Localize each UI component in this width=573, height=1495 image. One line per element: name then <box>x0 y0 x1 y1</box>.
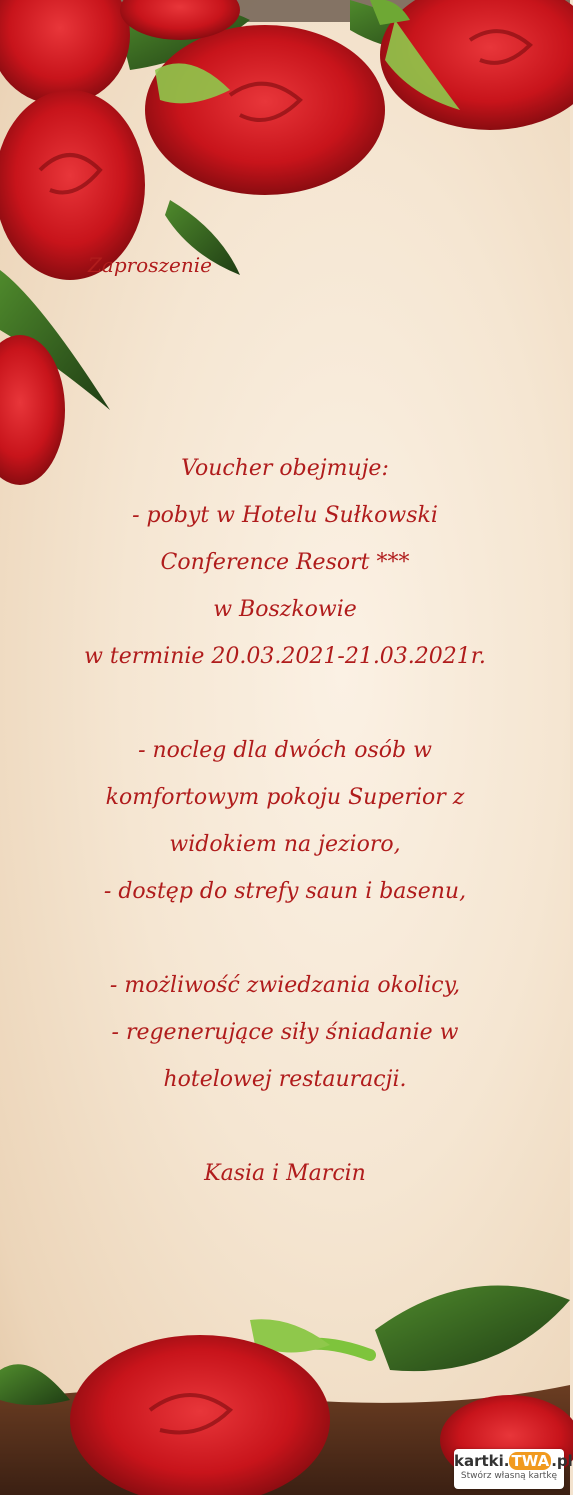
body-line: Voucher obejmuje: <box>181 456 389 481</box>
body-line: - nocleg dla dwóch osób w <box>138 738 432 763</box>
body-line: - regenerujące siły śniadanie w <box>111 1020 459 1045</box>
signature: Kasia i Marcin <box>204 1161 366 1186</box>
kartki-logo-link[interactable] <box>454 1449 573 1489</box>
logo-name: kartki. TWA .pl <box>454 1452 573 1470</box>
logo-tagline: Stwórz własną kartkę <box>460 1471 558 1481</box>
leaf-decoration <box>0 1364 70 1405</box>
body-line <box>0 915 570 962</box>
card-body <box>0 445 570 1197</box>
card-title: Zaproszenie <box>88 253 212 277</box>
body-line: - pobyt w Hotelu Sułkowski <box>132 503 438 528</box>
body-line: hotelowej restauracji. <box>163 1067 407 1092</box>
body-line <box>0 680 570 727</box>
body-line: komfortowym pokoju Superior z <box>105 785 465 810</box>
rose-decoration <box>70 1335 330 1495</box>
body-line: w Boszkowie <box>213 597 357 622</box>
leaf-decoration <box>375 1285 570 1371</box>
body-line: w terminie 20.03.2021-21.03.2021r. <box>84 644 486 669</box>
body-line: widokiem na jezioro, <box>169 832 401 857</box>
body-line: - dostęp do strefy saun i basenu, <box>103 879 467 904</box>
logo-highlight: TWA <box>511 1452 550 1470</box>
body-line: Conference Resort *** <box>160 550 410 575</box>
body-line <box>0 1103 570 1150</box>
rose-decoration <box>0 90 145 280</box>
rose-decoration <box>145 25 385 195</box>
rose-decoration <box>0 0 130 105</box>
body-line: - możliwość zwiedzania okolicy, <box>109 973 461 998</box>
